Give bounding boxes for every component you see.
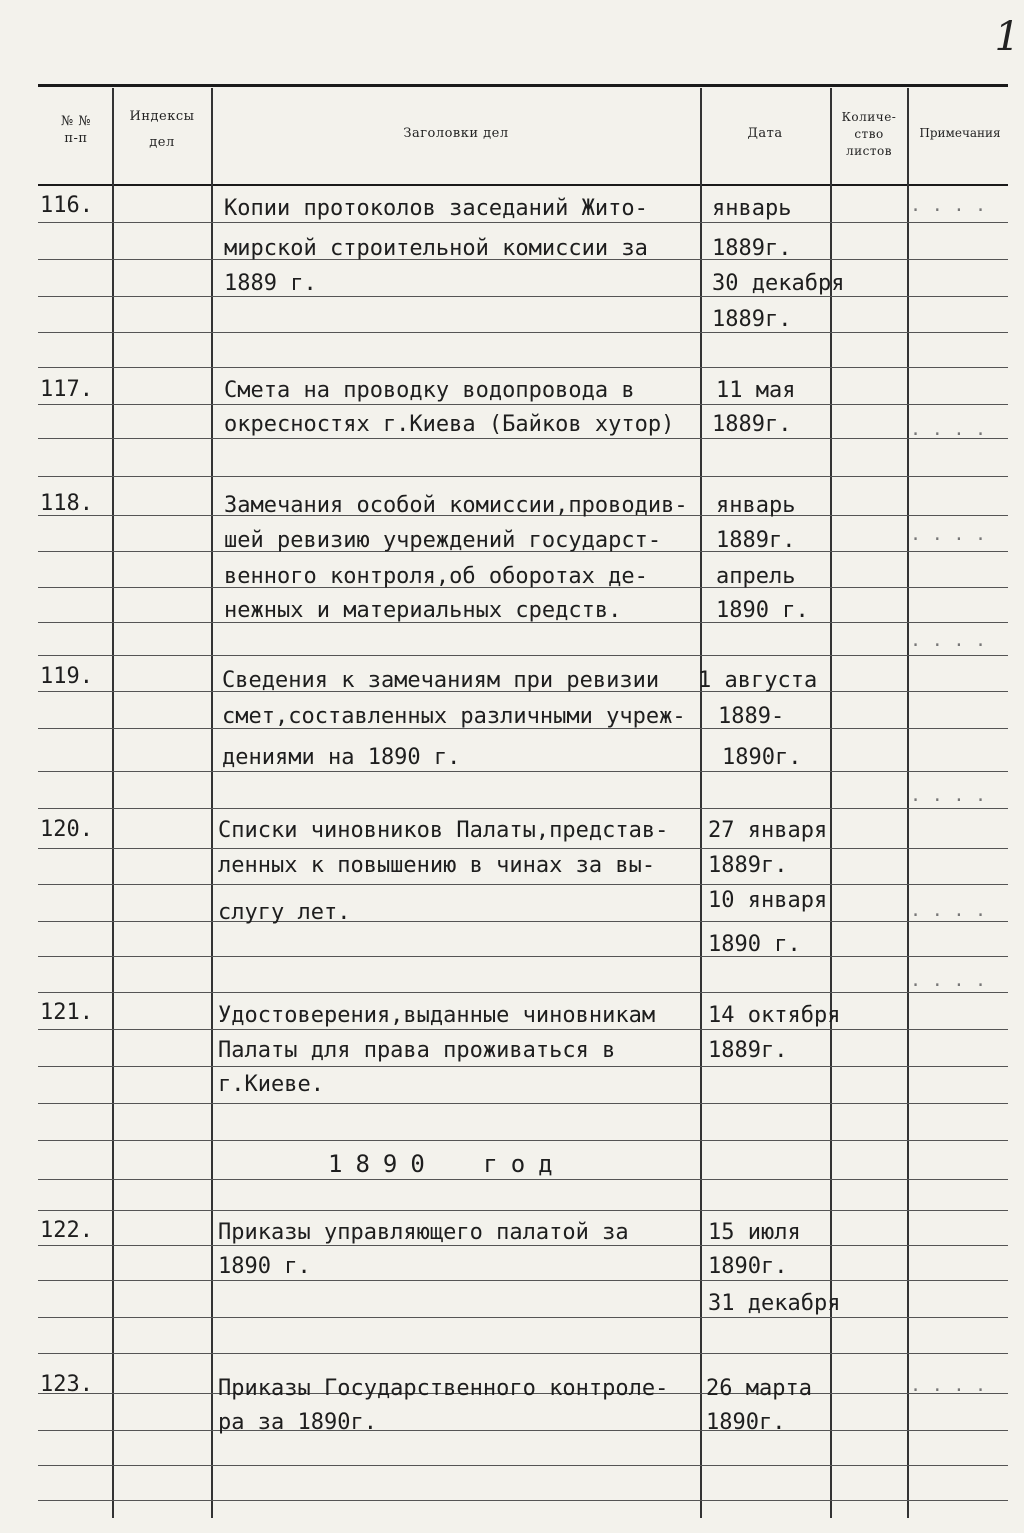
ruled-line <box>38 655 1008 656</box>
entry-title-line: Приказы Государственного контроле- <box>218 1376 669 1401</box>
ruled-line <box>38 404 1008 405</box>
header-num: № № п-п <box>60 114 92 146</box>
header-sheets: Количе- ство листов <box>841 110 897 158</box>
entry-title-line: Палаты для права проживаться в <box>218 1038 616 1063</box>
header-title: Заголовки дел <box>403 126 509 141</box>
ruled-line <box>38 1210 1008 1211</box>
entry-date: 1890г. <box>706 1410 786 1435</box>
entry-date: 1889г. <box>712 307 792 332</box>
entry-title-line: 1890 г. <box>218 1254 311 1279</box>
ruled-line <box>38 1029 1008 1030</box>
col-divider-5 <box>907 88 909 1518</box>
year-heading <box>328 1150 566 1178</box>
entry-date: 15 июля <box>708 1220 801 1245</box>
entry-number: 121. <box>40 1000 93 1025</box>
ruled-line <box>38 992 1008 993</box>
entry-number: 123. <box>40 1372 93 1397</box>
page-number: 1 <box>994 14 1020 60</box>
entry-number: 117. <box>40 377 93 402</box>
note-mark: · · · · <box>910 1380 986 1401</box>
entry-date: 1890 г. <box>708 932 801 957</box>
entry-date: 14 октября <box>708 1003 841 1028</box>
header-date: Дата <box>747 126 783 141</box>
entry-date: 11 мая <box>716 378 796 403</box>
note-mark: · · · · <box>910 975 986 996</box>
ruled-line <box>38 808 1008 809</box>
entry-date: 1889- <box>718 704 785 729</box>
ruled-line <box>38 1179 1008 1180</box>
ruled-line <box>38 771 1008 772</box>
table-top-rule <box>38 84 1008 87</box>
entry-date: 10 января <box>708 888 828 913</box>
entry-date: 1889г. <box>712 412 792 437</box>
ruled-line <box>38 1103 1008 1104</box>
entry-title-line: г.Киеве. <box>218 1072 324 1097</box>
ruled-line <box>38 1430 1008 1431</box>
entry-date: 1890г. <box>708 1254 788 1279</box>
ruled-line <box>38 1140 1008 1141</box>
entry-date: 1889г. <box>716 528 796 553</box>
entry-title-line: Замечания особой комиссии,проводив- <box>224 493 688 518</box>
entry-title-line: ра за 1890г. <box>218 1410 377 1435</box>
entry-date: январь <box>716 493 796 518</box>
ruled-line <box>38 476 1008 477</box>
note-mark: · · · · <box>910 790 986 811</box>
entry-title-line: мирской строительной комиссии за <box>224 236 648 261</box>
ruled-line <box>38 1066 1008 1067</box>
note-mark: · · · · <box>910 905 986 926</box>
entry-title-line: Копии протоколов заседаний Жито- <box>224 196 648 221</box>
entry-date: апрель <box>716 564 796 589</box>
entry-title-line: Списки чиновников Палаты,представ- <box>218 818 669 843</box>
ruled-line <box>38 921 1008 922</box>
header-index: Индексы дел <box>129 109 195 150</box>
note-mark: · · · · <box>910 529 986 550</box>
ruled-line <box>38 438 1008 439</box>
note-mark: · · · · <box>910 200 986 221</box>
note-mark: · · · · <box>910 424 986 445</box>
entry-title-line: окресностях г.Киева (Байков хутор) <box>224 412 675 437</box>
header-notes: Примечания <box>919 126 1001 140</box>
ruled-line <box>38 1245 1008 1246</box>
entry-title-line: Удостоверения,выданные чиновникам <box>218 1003 656 1028</box>
entry-date: 1889г. <box>708 1038 788 1063</box>
header-bottom-rule <box>38 184 1008 186</box>
entry-title-line: слугу лет. <box>218 900 351 925</box>
entry-number: 122. <box>40 1218 93 1243</box>
entry-date: 27 января <box>708 818 828 843</box>
entry-date: 31 декабря <box>708 1291 841 1316</box>
year-heading-year: 1890 <box>328 1150 438 1178</box>
entry-title-line: нежных и материальных средств. <box>224 598 622 623</box>
entry-title-line: смет,составленных различными учреж- <box>222 704 686 729</box>
entry-number: 118. <box>40 491 93 516</box>
ruled-line <box>38 1465 1008 1466</box>
col-divider-1 <box>112 88 114 1518</box>
entry-date: 1 августа <box>698 668 818 693</box>
entry-number: 119. <box>40 664 93 689</box>
entry-date: 26 марта <box>706 1376 812 1401</box>
entry-date: 30 декабря <box>712 271 845 296</box>
entry-title-line: Приказы управляющего палатой за <box>218 1220 629 1245</box>
ruled-line <box>38 367 1008 368</box>
entry-date: 1890г. <box>722 745 802 770</box>
entry-number: 116. <box>40 193 93 218</box>
entry-title-line: 1889 г. <box>224 271 317 296</box>
entry-date: январь <box>712 196 792 221</box>
entry-title-line: венного контроля,об оборотах де- <box>224 564 648 589</box>
ruled-line <box>38 222 1008 223</box>
ruled-line <box>38 1317 1008 1318</box>
col-divider-2 <box>211 88 213 1518</box>
entry-title-line: шей ревизию учреждений государст- <box>224 528 662 553</box>
entry-date: 1890 г. <box>716 598 809 623</box>
entry-number: 120. <box>40 817 93 842</box>
ruled-line <box>38 884 1008 885</box>
entry-title-line: Смета на проводку водопровода в <box>224 378 635 403</box>
ruled-line <box>38 1353 1008 1354</box>
note-mark: · · · · <box>910 635 986 656</box>
ruled-line <box>38 1500 1008 1501</box>
entry-date: 1889г. <box>712 236 792 261</box>
col-divider-3 <box>700 88 702 1518</box>
entry-title-line: Сведения к замечаниям при ревизии <box>222 668 660 693</box>
ruled-line <box>38 296 1008 297</box>
entry-date: 1889г. <box>708 853 788 878</box>
entry-title-line: дениями на 1890 г. <box>222 745 461 770</box>
ruled-line <box>38 1280 1008 1281</box>
ruled-line <box>38 848 1008 849</box>
entry-title-line: ленных к повышению в чинах за вы- <box>218 853 656 878</box>
year-heading-word: год <box>483 1150 566 1178</box>
ruled-line <box>38 956 1008 957</box>
ruled-line <box>38 332 1008 333</box>
